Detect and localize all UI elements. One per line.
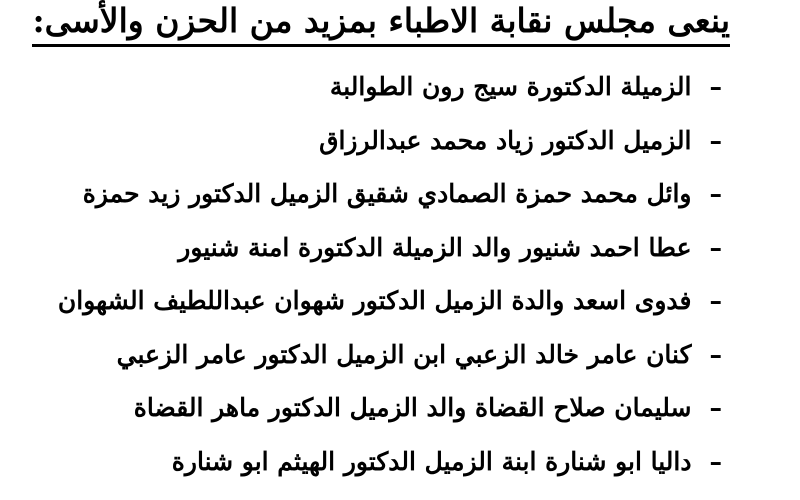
- list-item: [2, 328, 722, 382]
- condolence-text: عطا احمد شنيور والد الزميلة الدكتورة امنة شنيور: [178, 232, 692, 262]
- notice-heading: ينعى مجلس نقابة الاطباء بمزيد من الحزن والأسى:: [32, 0, 730, 47]
- list-item: [2, 435, 722, 489]
- bullet-dash: –: [709, 232, 722, 262]
- bullet-dash: –: [709, 125, 722, 155]
- list-item: [2, 114, 722, 168]
- list-item: [2, 60, 722, 114]
- condolence-text: داليا ابو شنارة ابنة الزميل الدكتور الهيثم ابو شنارة: [171, 446, 692, 476]
- condolence-text: الزميلة الدكتورة سيج رون الطوالبة: [329, 72, 692, 102]
- list-item: [2, 274, 722, 328]
- page-bottom-edge: [0, 490, 800, 500]
- condolence-text: سليمان صلاح القضاة والد الزميل الدكتور ماهر القضاة: [133, 393, 692, 423]
- bullet-dash: –: [709, 393, 722, 423]
- condolence-text: الزميل الدكتور زياد محمد عبدالرزاق: [319, 125, 692, 155]
- bullet-dash: –: [709, 179, 722, 209]
- condolence-text: كنان عامر خالد الزعبي ابن الزميل الدكتور عامر الزعبي: [116, 339, 692, 369]
- condolence-list: [2, 60, 722, 488]
- bullet-dash: –: [709, 72, 722, 102]
- list-item: [2, 167, 722, 221]
- list-item: [2, 381, 722, 435]
- bullet-dash: –: [709, 286, 722, 316]
- condolence-text: فدوى اسعد والدة الزميل الدكتور شهوان عبداللطيف الشهوان: [57, 286, 692, 316]
- condolence-text: وائل محمد حمزة الصمادي شقيق الزميل الدكتور زيد حمزة: [82, 179, 692, 209]
- bullet-dash: –: [709, 446, 722, 476]
- list-item: [2, 221, 722, 275]
- bullet-dash: –: [709, 339, 722, 369]
